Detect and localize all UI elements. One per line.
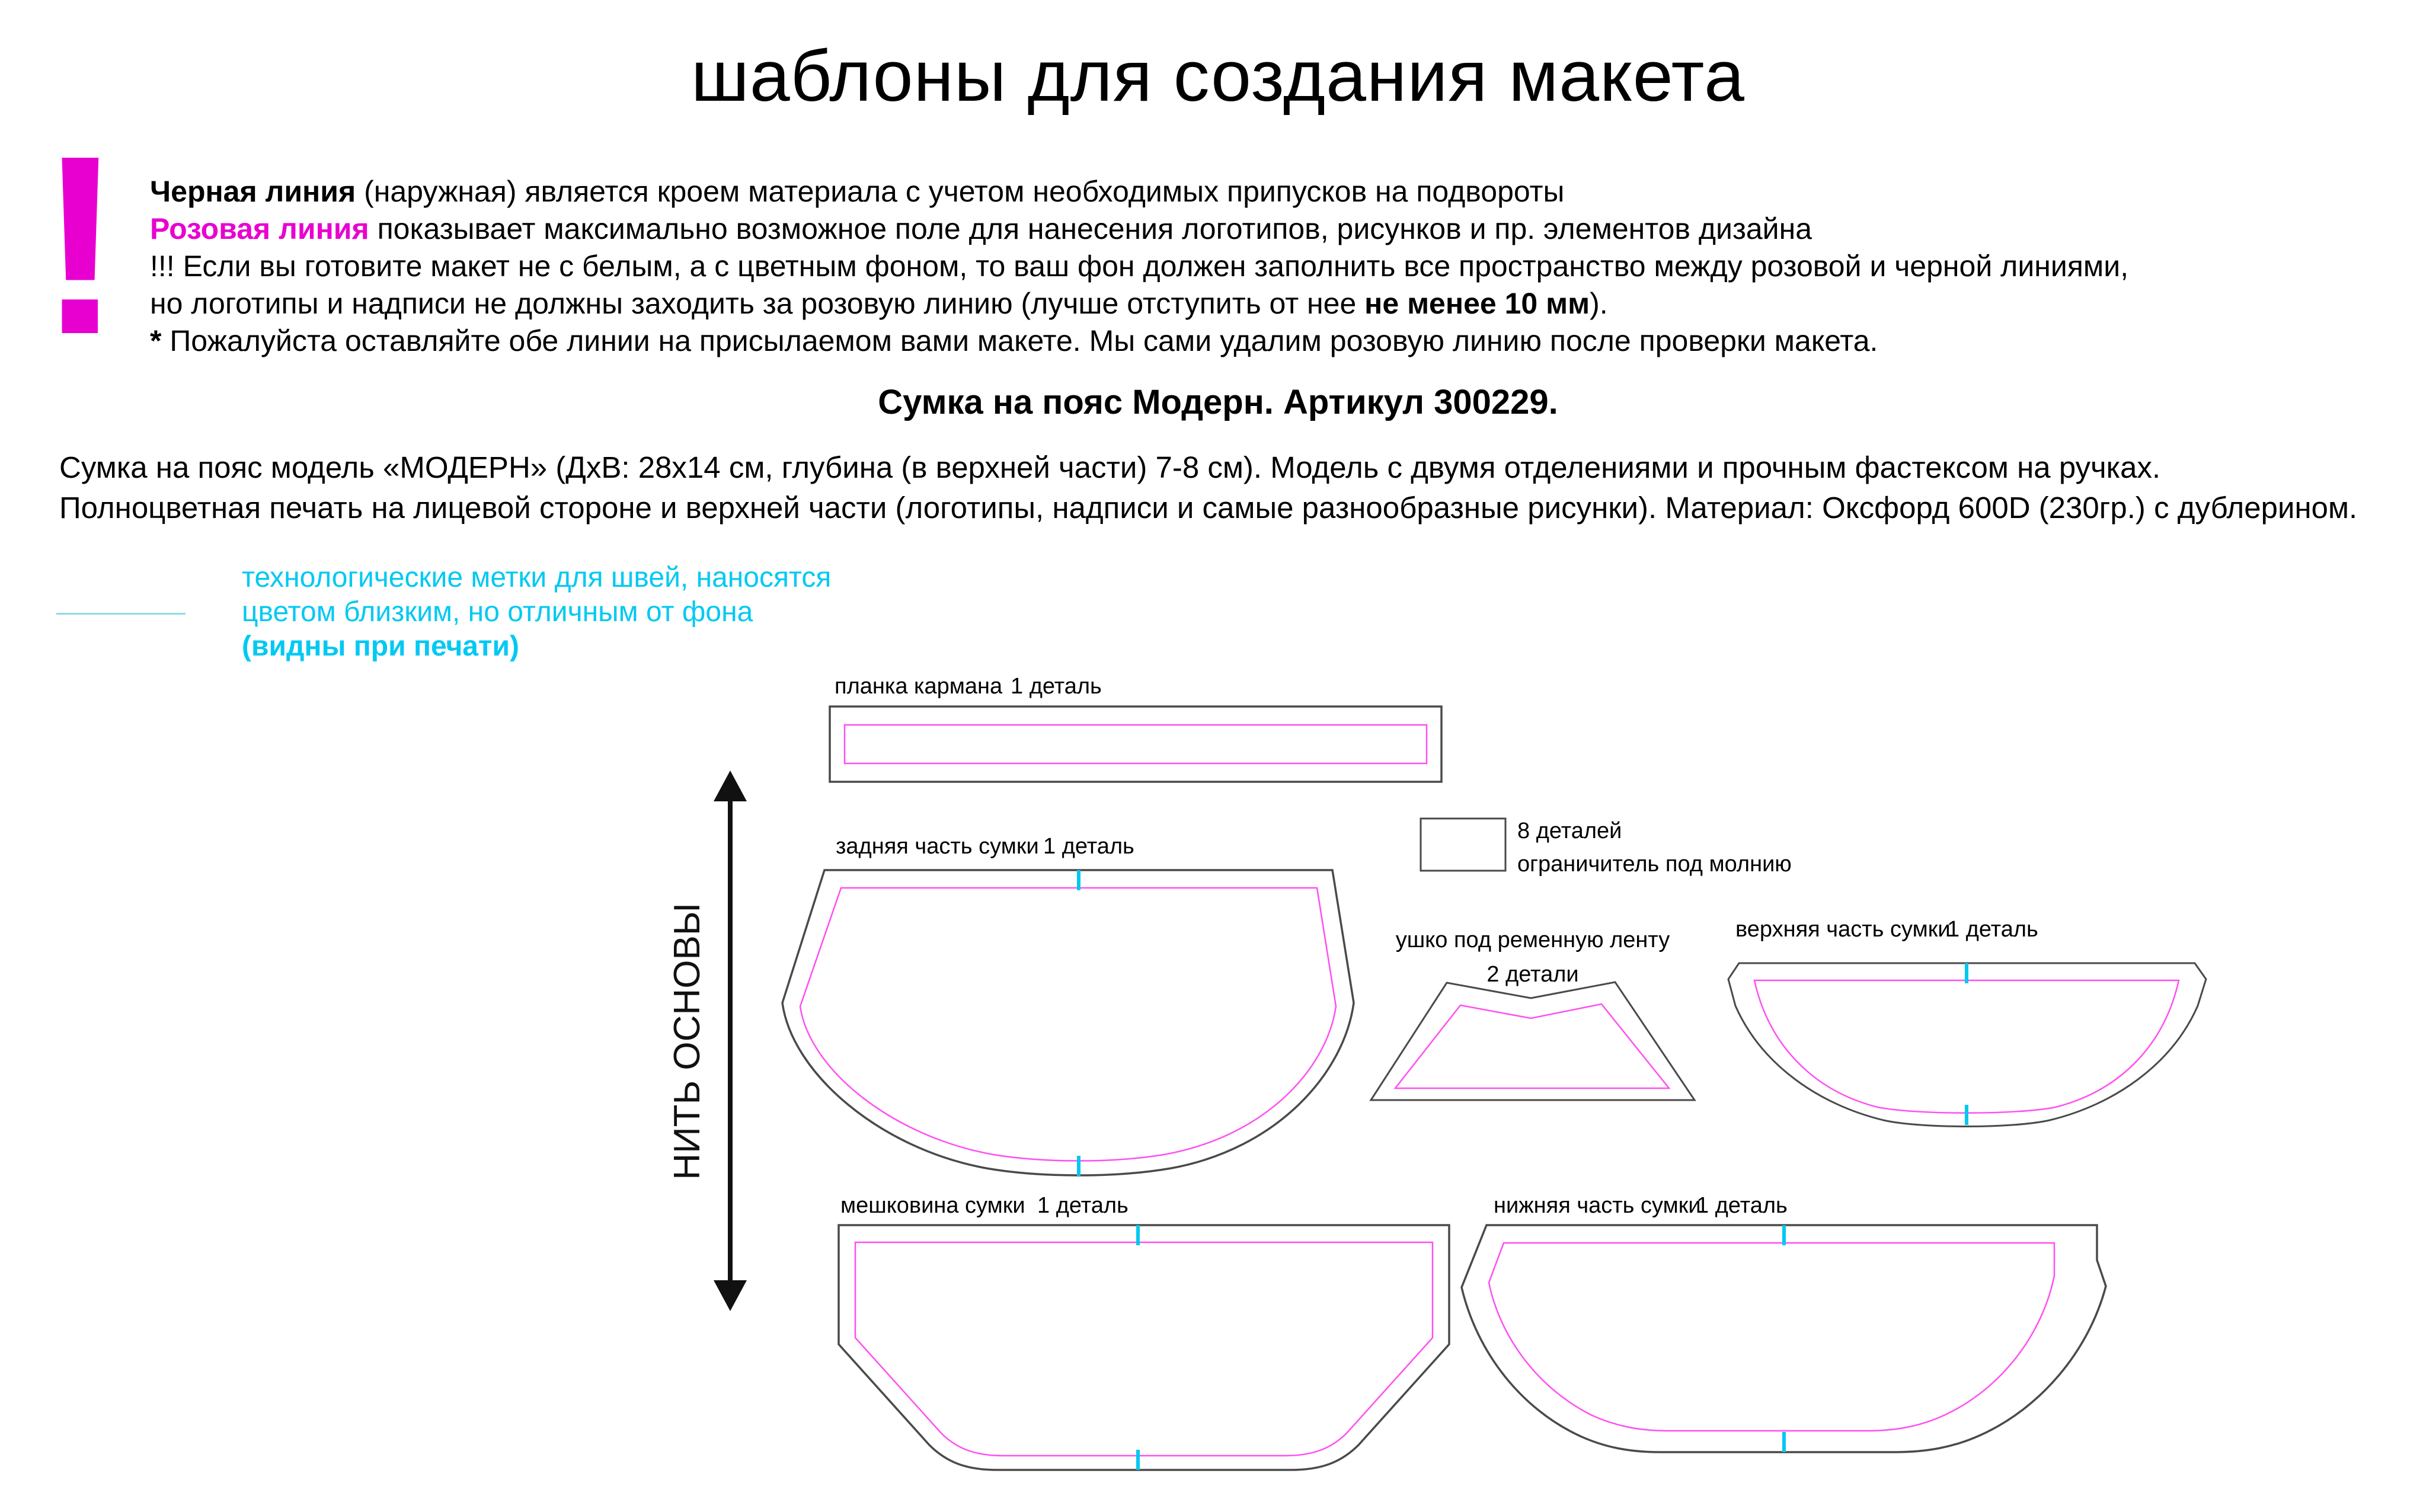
pattern-count: 2 детали — [1486, 962, 1579, 987]
pattern-count: 8 деталей — [1517, 819, 1622, 843]
pattern-label: задняя часть сумки — [836, 834, 1039, 859]
cut-outline — [1728, 963, 2206, 1127]
arrow-up-icon — [714, 771, 747, 801]
keep-lines-text: Пожалуйста оставляйте обе линии на присылаемом вами макете. Мы сами удалим розовую линию после проверки макета. — [161, 324, 1878, 357]
pattern-label: мешковина сумки — [840, 1193, 1025, 1218]
notice-line-background: !!! Если вы готовите макет не с белым, а с цветным фоном, то ваш фон должен заполнить все пространство между розовой и черной линиями, — [150, 250, 2129, 283]
description-line: Сумка на пояс модель «МОДЕРН» (ДхВ: 28х14 см, глубина (в верхней части) 7-8 см). Модель с двумя отделениями и прочным фастексом на ручках. — [59, 450, 2161, 484]
grain-line-arrow — [667, 771, 747, 1311]
exclamation-mark: ! — [38, 103, 123, 388]
cut-outline — [1421, 819, 1505, 871]
pattern-pocket-strip — [830, 674, 1441, 782]
tech-note-line: технологические метки для швей, наносятся — [242, 562, 832, 593]
tech-note-line: цветом близким, но отличным от фона — [242, 596, 753, 628]
cut-outline — [830, 707, 1441, 782]
cut-outline — [1462, 1225, 2106, 1452]
pattern-count: 1 деталь — [1696, 1193, 1788, 1218]
pattern-top-part — [1728, 917, 2206, 1127]
product-heading: Сумка на пояс Модерн. Артикул 300229. — [878, 383, 1558, 421]
pattern-count: 1 деталь — [1011, 674, 1102, 699]
grain-line-label: НИТЬ ОСНОВЫ — [667, 903, 708, 1180]
pattern-count: 1 деталь — [1037, 1193, 1129, 1218]
cut-outline — [839, 1225, 1449, 1470]
pattern-label: нижняя часть сумки — [1494, 1193, 1701, 1218]
pattern-count: 1 деталь — [1947, 917, 2038, 942]
pattern-back-part — [782, 834, 1354, 1176]
arrow-down-icon — [714, 1280, 747, 1311]
pattern-count: 1 деталь — [1043, 834, 1134, 859]
pattern-label: планка кармана — [835, 674, 1003, 699]
pattern-zipper-stop — [1421, 819, 1792, 877]
tech-note-line-bold: (видны при печати) — [242, 631, 519, 662]
margin-text-start: но логотипы и надписи не должны заходить за розовую линию (лучше отступить от нее — [150, 287, 1365, 320]
description-line: Полноцветная печать на лицевой стороне и верхней части (логотипы, надписи и самые разнообразные рисунки). Материал: Оксфорд 600D (230гр.) с дублерином. — [59, 491, 2358, 525]
margin-text-end: ). — [1590, 287, 1608, 320]
pink-line-text: показывает максимально возможное поле для нанесения логотипов, рисунков и пр. элементов дизайна — [369, 212, 1812, 245]
black-line-text: (наружная) является кроем материала с учетом необходимых припусков на подвороты — [356, 175, 1565, 208]
asterisk: * — [150, 324, 162, 357]
pattern-label: верхняя часть сумки — [1735, 917, 1951, 942]
pattern-label: ушко под ременную ленту — [1395, 928, 1670, 952]
cut-outline — [1371, 982, 1695, 1100]
pattern-bottom-part — [1462, 1193, 2106, 1452]
black-line-term: Черная линия — [150, 175, 356, 208]
page-title: шаблоны для создания макета — [690, 36, 1746, 116]
margin-min-value: не менее 10 мм — [1364, 287, 1590, 320]
pattern-label: ограничитель под молнию — [1517, 852, 1792, 877]
pink-line-term: Розовая линия — [150, 212, 369, 245]
cut-outline — [782, 870, 1354, 1175]
pattern-strap-loop — [1371, 928, 1695, 1100]
pattern-lining — [839, 1193, 1449, 1470]
